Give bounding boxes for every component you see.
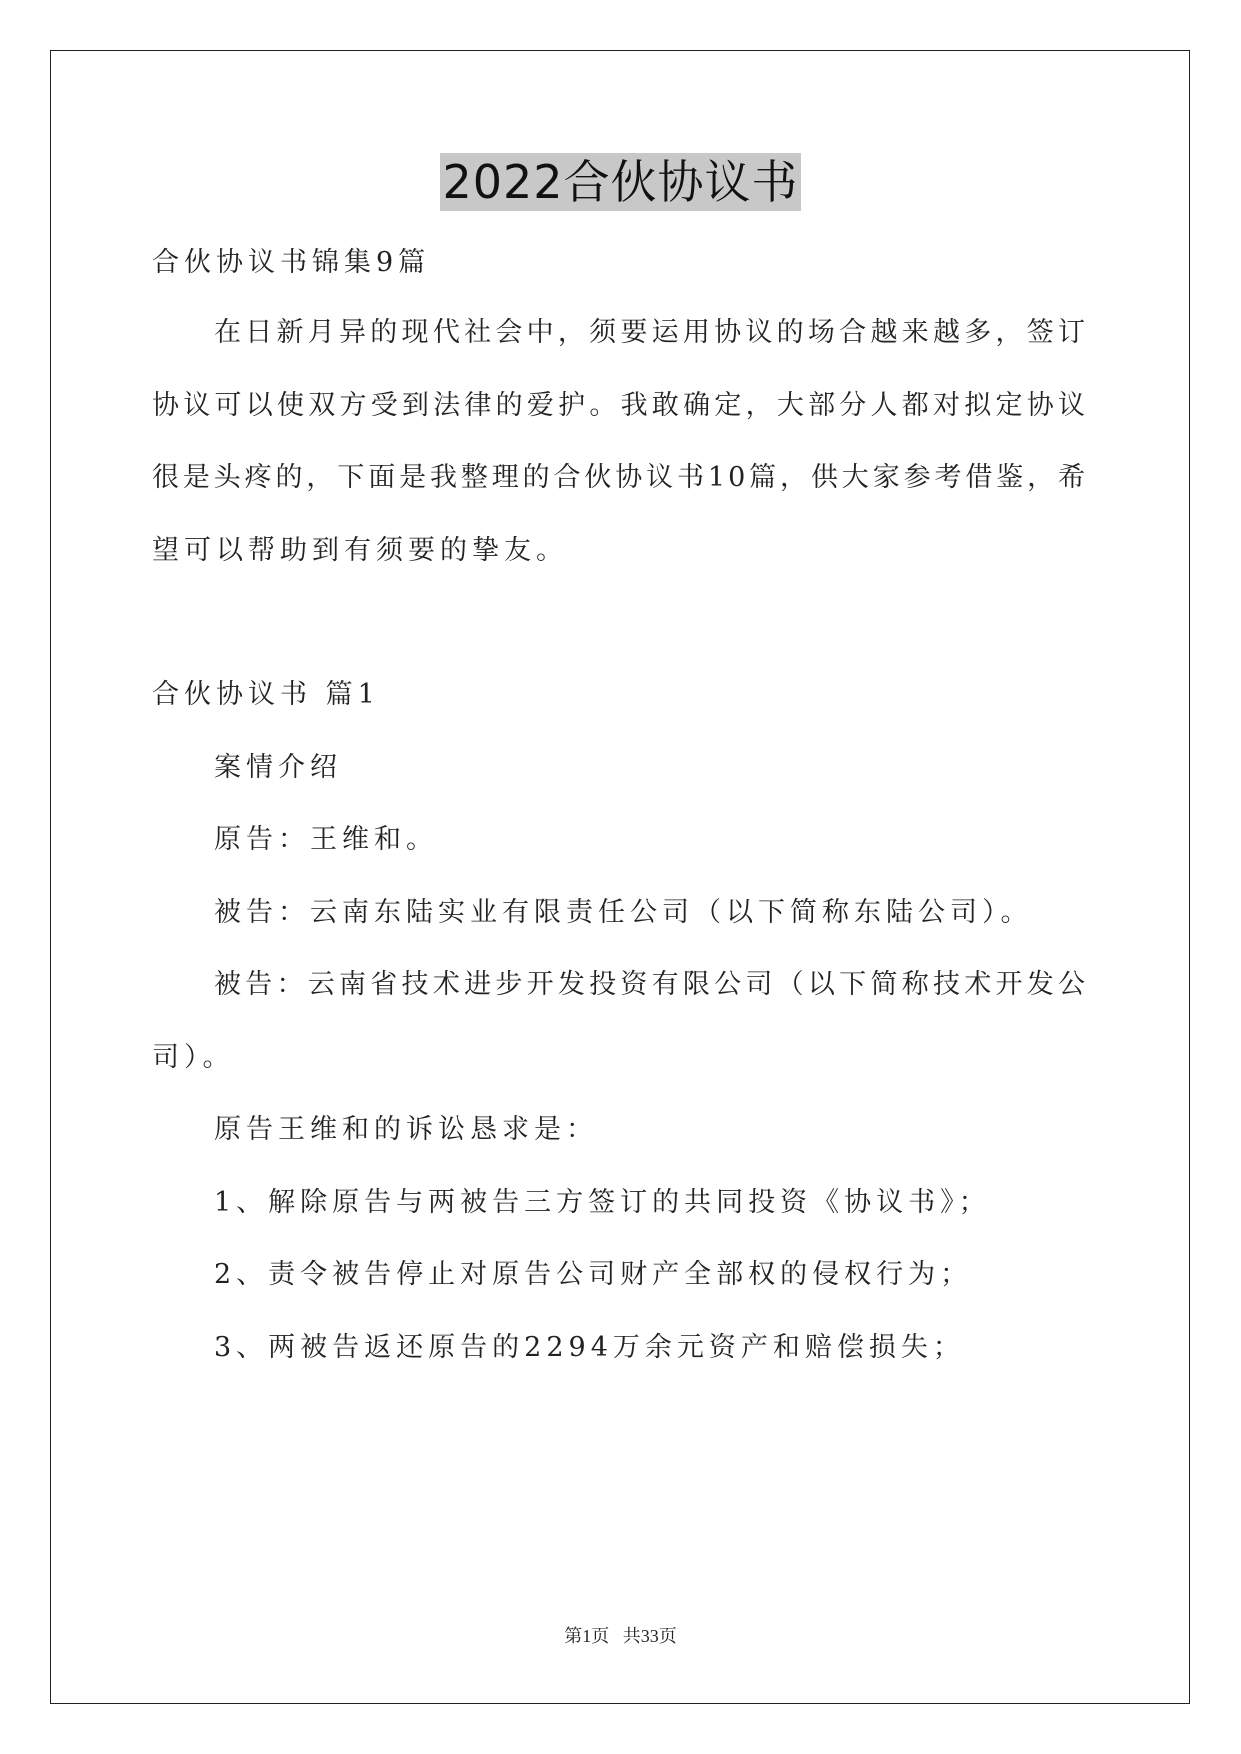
title-container [0,153,1241,211]
section-line-plaintiff: 原告：王维和。 [214,824,438,855]
section-line-claim-3: 3、两被告返还原告的2294万余元资产和赔偿损失； [214,1332,965,1363]
intro-line-4: 望可以帮助到有须要的挚友。 [152,535,568,566]
page-border [50,50,1190,1704]
intro-line-2: 协议可以使双方受到法律的爱护。我敢确定，大部分人都对拟定协议 [152,390,1088,421]
section-heading: 合伙协议书 篇1 [152,679,380,710]
intro-line-3: 很是头疼的，下面是我整理的合伙协议书10篇，供大家参考借鉴，希 [152,462,1088,493]
section-line-defendant-2: 被告：云南省技术进步开发投资有限公司（以下简称技术开发公 [214,969,1088,1000]
document-title: 2022合伙协议书 [442,155,799,209]
page-footer: 第1页 共33页 [564,1626,677,1646]
section-line-claims-intro: 原告王维和的诉讼恳求是： [214,1114,598,1145]
document-subtitle: 合伙协议书锦集9篇 [152,247,431,278]
section-line-defendant-2-cont: 司）。 [152,1042,235,1073]
section-line-claim-1: 1、解除原告与两被告三方签订的共同投资《协议书》； [214,1187,991,1218]
section-line-case-intro: 案情介绍 [214,752,342,783]
intro-line-1: 在日新月异的现代社会中，须要运用协议的场合越来越多，签订 [214,317,1088,348]
section-line-defendant-1: 被告：云南东陆实业有限责任公司（以下简称东陆公司）。 [214,897,1033,928]
section-line-claim-2: 2、责令被告停止对原告公司财产全部权的侵权行为； [214,1259,973,1290]
